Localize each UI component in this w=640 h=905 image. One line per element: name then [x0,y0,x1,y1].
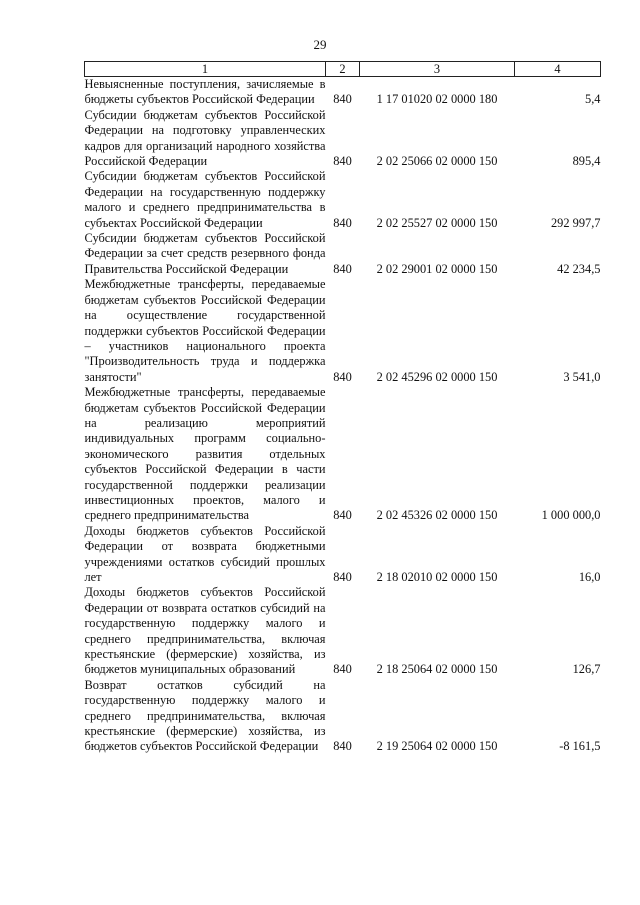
row-admin-code: 840 [333,570,352,584]
row-budget-code: 2 02 25527 02 0000 150 [376,215,498,230]
row-description: Межбюджетные трансферты, передаваемые бюджетам субъектов Российской Федерации на осуществление государственной поддержки субъектов Российской Федерации – участников национального проекта "Производительность труда и поддержка занятости" [84,277,326,384]
row-description: Межбюджетные трансферты, передаваемые бюджетам субъектов Российской Федерации на реализацию мероприятий индивидуальных программ социально-экономического развития отдельных субъектов Российской Федерации в части государственной поддержки реализации инвестиционных проектов, малого и среднего предпринимательства [84,385,326,523]
row-admin-code: 840 [333,739,352,754]
row-admin-code: 840 [333,662,352,677]
row-description: Субсидии бюджетам субъектов Российской Федерации на государственную поддержку малого и среднего предпринимательства в субъектах Российской Федерации [84,169,326,230]
row-description: Невыясненные поступления, зачисляемые в бюджеты субъектов Российской Федерации [84,77,326,107]
row-budget-code: 2 02 25066 02 0000 150 [376,154,498,169]
column-header-budget-code: 3 [360,62,515,77]
column-header-amount: 4 [515,62,601,77]
row-amount: 1 000 000,0 [541,508,601,523]
row-amount: 16,0 [578,570,601,584]
row-amount: 42 234,5 [557,261,601,276]
row-admin-code: 840 [333,154,352,169]
row-amount: 895,4 [572,154,601,169]
row-admin-code: 840 [333,508,352,523]
row-budget-code: 2 19 25064 02 0000 150 [376,739,498,754]
row-budget-code: 2 18 25064 02 0000 150 [376,662,498,677]
row-admin-code: 840 [333,261,352,276]
row-budget-code: 2 02 45296 02 0000 150 [376,369,498,384]
row-amount: -8 161,5 [559,739,601,754]
row-description: Возврат остатков субсидий на государственную поддержку малого и среднего предпринимательства, включая крестьянские (фермерские) хозяйства, из бюджетов субъектов Российской Федерации [84,677,326,754]
row-budget-code: 1 17 01020 02 0000 180 [376,92,498,107]
table-row [85,231,601,277]
table-row [85,108,601,170]
row-description: Субсидии бюджетам субъектов Российской Федерации на подготовку управленческих кадров для организаций народного хозяйства Российской Федерации [84,107,326,169]
table-row [85,169,601,231]
table-header-row [85,62,601,77]
column-header-description: 1 [85,62,326,77]
page-number: 29 [313,37,327,52]
row-admin-code: 840 [333,369,352,384]
table-row [85,277,601,385]
row-description: Доходы бюджетов субъектов Российской Федерации от возврата бюджетными учреждениями остатков субсидий прошлых лет [84,523,326,584]
row-amount: 292 997,7 [550,215,601,230]
column-header-admin-code: 2 [326,62,360,77]
row-description: Субсидии бюджетам субъектов Российской Федерации за счет средств резервного фонда Правительства Российской Федерации [84,231,326,276]
row-budget-code: 2 02 29001 02 0000 150 [376,261,498,276]
row-budget-code: 2 02 45326 02 0000 150 [376,508,498,523]
table-row [85,585,601,677]
row-budget-code: 2 18 02010 02 0000 150 [376,570,498,584]
row-admin-code: 840 [333,92,352,107]
budget-revenue-table [84,61,601,755]
table-row [85,524,601,586]
table-row [85,77,601,108]
table-row [85,385,601,524]
table-row [85,678,601,755]
row-amount: 5,4 [585,92,601,107]
row-admin-code: 840 [333,215,352,230]
row-amount: 126,7 [572,662,601,677]
row-amount: 3 541,0 [563,369,601,384]
row-description: Доходы бюджетов субъектов Российской Федерации от возврата остатков субсидий на государственную поддержку малого и среднего предпринимательства, включая крестьянские (фермерские) хозяйства, из бюджетов муниципальных образований [84,585,326,677]
